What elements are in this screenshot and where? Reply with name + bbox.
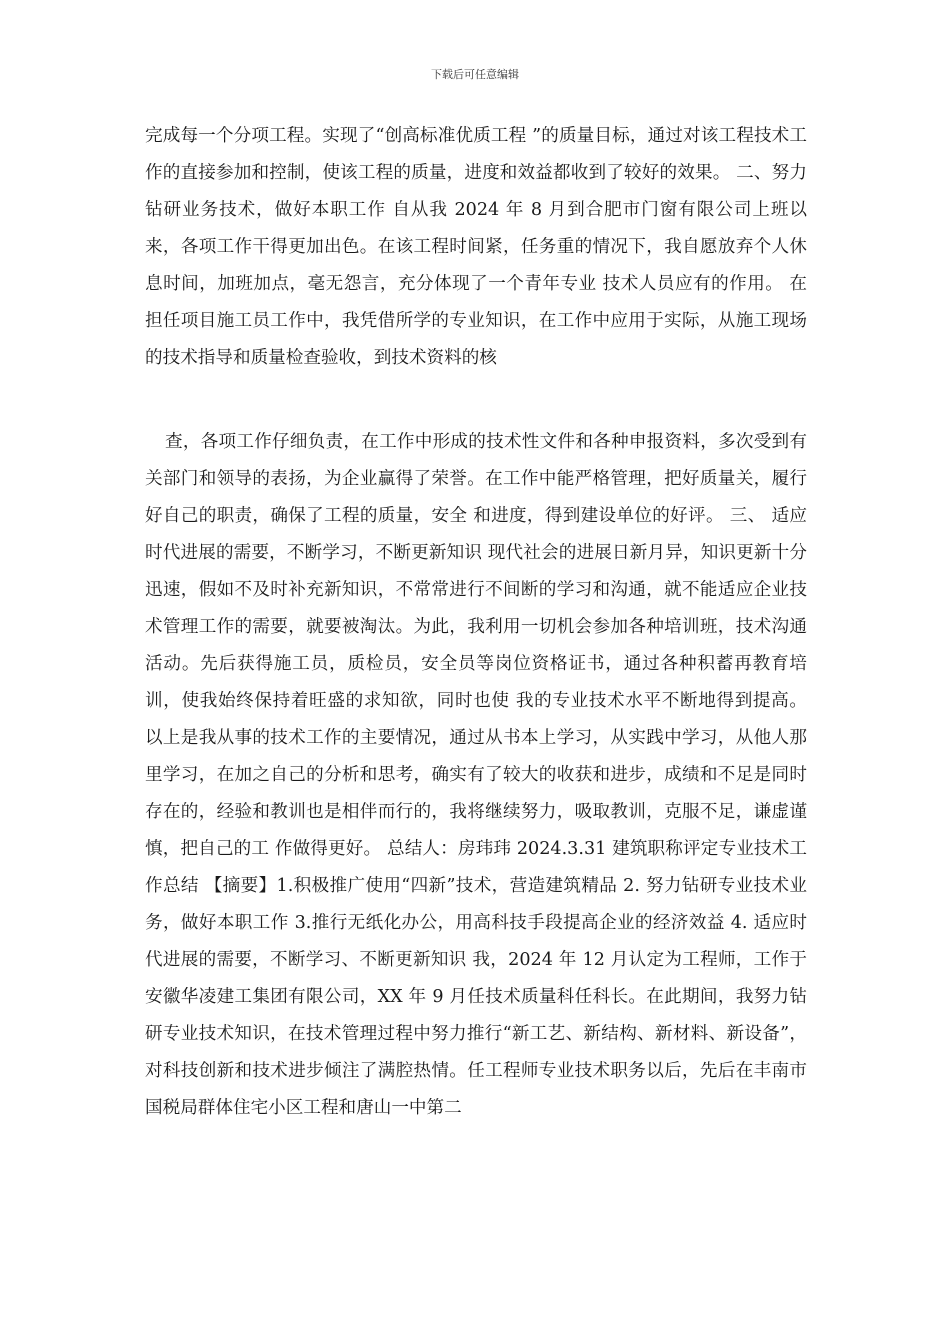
page-header: 下载后可任意编辑 bbox=[431, 68, 519, 81]
body-paragraph-2: 查，各项工作仔细负责，在工作中形成的技术性文件和各种申报资料，多次受到有关部门和领导的表扬，为企业赢得了荣誉。在工作中能严格管理，把好质量关，履行好自己的职责，确保了工程的质量，安全 和进度，得到建设单位的好评。 三、 适应时代进展的需要，不断学习，不断更新知识 现代社会的进展日新月异，知识更新十分迅速，假如不及时补充新知识，不常常进行不间断的学习和沟通，就不能适应企业技术管理工作的需要，就要被淘汰。为此，我利用一切机会参加各种培训班，技术沟通活动。先后获得施工员，质检员，安全员等岗位资格证书，通过各种积蓄再教育培训，使我始终保持着旺盛的求知欲，同时也使 我的专业技术水平不断地得到提高。 以上是我从事的技术工作的主要情况，通过从书本上学习，从实践中学习，从他人那里学习，在加之自己的分析和思考，确实有了较大的收获和进步，成绩和不足是同时存在的，经验和教训也是相伴而行的，我将继续努力，吸取教训，克服不足，谦虚谨慎，把自己的工 作做得更好。 总结人：房玮玮 2024.3.31 建筑职称评定专业技术工作总结 【摘要】1.积极推广使用“四新”技术，营造建筑精品 2. 努力钻研专业技术业务，做好本职工作 3.推行无纸化办公，用高科技手段提高企业的经济效益 4. 适应时代进展的需要，不断学习、不断更新知识 我，2024 年 12 月认定为工程师，工作于安徽华凌建工集团有限公司，XX 年 9 月任技术质量科任科长。在此期间，我努力钻研专业技术知识，在技术管理过程中努力推行“新工艺、新结构、新材料、新设备”，对科技创新和技术进步倾注了满腔热情。任工程师专业技术职务以后，先后在丰南市国税局群体住宅小区工程和唐山一中第二 bbox=[145, 432, 807, 1118]
body-paragraph-1: 完成每一个分项工程。实现了“创高标准优质工程 ”的质量目标，通过对该工程技术工作的直接参加和控制，使该工程的质量，进度和效益都收到了较好的效果。 二、努力钻研业务技术，做好本职工作 自从我 2024 年 8 月到合肥市门窗有限公司上班以来，各项工作干得更加出色。在该工程时间紧，任务重的情况下，我自愿放弃个人休息时间，加班加点，毫无怨言，充分体现了一个青年专业 技术人员应有的作用。 在担任项目施工员工作中，我凭借所学的专业知识，在工作中应用于实际，从施工现场的技术指导和质量检查验收，到技术资料的核 bbox=[145, 126, 807, 368]
